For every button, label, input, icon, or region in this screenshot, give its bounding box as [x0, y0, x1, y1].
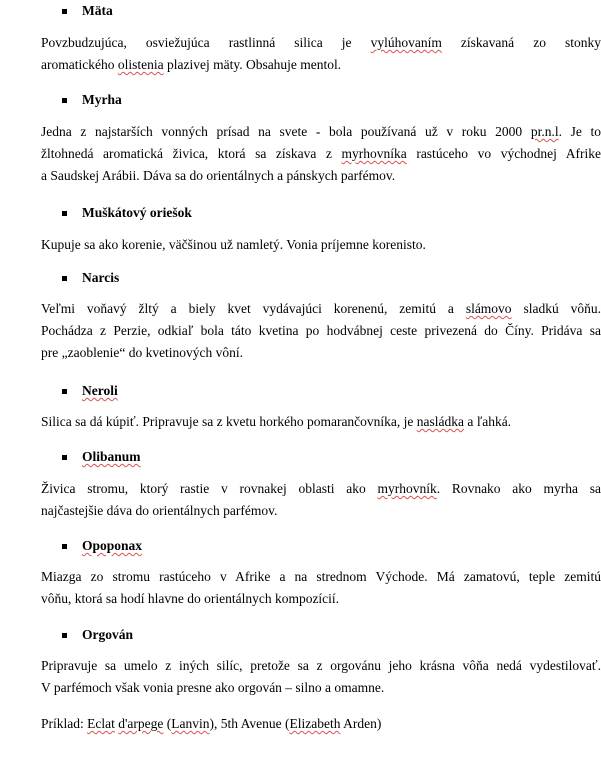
text-run: Príklad: [41, 716, 88, 731]
text-run: a Saudskej Arábii. Dáva sa do orientálnych a pánskych parfémov. [41, 168, 396, 183]
text-line [41, 32, 601, 54]
entry-heading-neroli: Neroli [62, 382, 118, 400]
bullet-icon [62, 633, 67, 638]
text-run: získavaná zo stonky [441, 35, 601, 50]
entry-heading-narcis: Narcis [62, 269, 119, 287]
bullet-icon [62, 544, 67, 549]
text-run: Povzbudzujúca, osviežujúca rastlinná silica je [41, 35, 371, 50]
text-line [41, 478, 601, 500]
bullet-icon [62, 9, 67, 14]
text-run: Živica stromu, ktorý rastie v rovnakej oblasti ako [41, 481, 378, 496]
entry-heading-muskatovy-oriesok: Muškátový oriešok [62, 204, 192, 222]
misspelled-word: slámovo [465, 301, 512, 316]
entry-text-neroli [41, 411, 601, 433]
text-run: sladkú vôňu. [511, 301, 601, 316]
text-run: Pripravuje sa umelo z iných silíc, pretože sa z orgovánu jeho krásna vôňa nedá vydestilovať. [41, 658, 601, 673]
misspelled-word: d'arpege [118, 716, 164, 731]
text-run: aromatického [41, 57, 118, 72]
text-run: Arden) [340, 716, 382, 731]
misspelled-word: Eclat [87, 716, 115, 731]
text-run: . Rovnako ako myrha sa [436, 481, 601, 496]
misspelled-word: vylúhovaním [370, 35, 442, 50]
example-line [41, 713, 601, 735]
text-run: pre „zaoblenie“ do kvetinových vôní. [41, 345, 244, 360]
text-line [41, 165, 601, 187]
bullet-icon [62, 211, 67, 216]
text-line [41, 320, 601, 342]
text-line [41, 234, 601, 256]
entry-heading-olibanum: Olibanum [62, 448, 141, 466]
text-line [41, 143, 601, 165]
text-line [41, 500, 601, 522]
misspelled-word: myrhovník [377, 481, 437, 496]
text-line [41, 655, 601, 677]
entry-text-myrha [41, 121, 601, 187]
text-run: Kupuje sa ako korenie, väčšinou už namletý. Vonia príjemne korenisto. [41, 237, 426, 252]
text-run: Jedna z najstarších vonných prísad na svete - bola používaná už v roku 2000 [41, 124, 531, 139]
text-run: Miazga zo stromu rastúceho v Afrike a na strednom Východe. Má zamatovú, teple zemitú [41, 569, 601, 584]
text-line [41, 566, 601, 588]
entry-heading-mata: Mäta [62, 2, 113, 20]
text-run: plazivej mäty. Obsahuje mentol. [163, 57, 342, 72]
text-run: a ľahká. [464, 414, 512, 429]
misspelled-word: myrhovníka [341, 146, 407, 161]
text-line [41, 677, 601, 699]
text-run: ( [163, 716, 172, 731]
text-run: V parfémoch však vonia presne ako orgován – silno a omamne. [41, 680, 385, 695]
misspelled-word: olistenia [117, 57, 164, 72]
entry-heading-myrha: Myrha [62, 91, 122, 109]
misspelled-word: Elizabeth [289, 716, 341, 731]
text-line [41, 121, 601, 143]
text-line [41, 342, 601, 364]
bullet-icon [62, 98, 67, 103]
text-line [41, 411, 601, 433]
entry-text-orgovan [41, 655, 601, 699]
text-run: . Je to [558, 124, 601, 139]
entry-text-opoponax [41, 566, 601, 610]
text-run: Silica sa dá kúpiť. Pripravuje sa z kvetu horkého pomarančovníka, je [41, 414, 417, 429]
entry-text-olibanum [41, 478, 601, 522]
entry-heading-opoponax: Opoponax [62, 537, 142, 555]
text-run: vôňu, ktorá sa hodí hlavne do orientálnych kompozícií. [41, 591, 340, 606]
bullet-icon [62, 389, 67, 394]
entry-text-muskatovy-oriesok [41, 234, 601, 256]
misspelled-word: Lanvin [171, 716, 210, 731]
text-line [41, 713, 601, 735]
text-line [41, 54, 601, 76]
text-run: ), 5th Avenue ( [209, 716, 290, 731]
entry-heading-orgovan: Orgován [62, 626, 133, 644]
text-run: najčastejšie dáva do orientálnych parfémov. [41, 503, 278, 518]
text-run: Veľmi voňavý žltý a biely kvet vydávajúci korenenú, zemitú a [41, 301, 466, 316]
misspelled-word: nasládka [416, 414, 465, 429]
entry-text-narcis [41, 298, 601, 364]
text-line [41, 298, 601, 320]
entry-text-mata [41, 32, 601, 76]
text-line [41, 588, 601, 610]
text-run: Pochádza z Perzie, odkiaľ bola táto kvetina po hodvábnej ceste privezená do Číny. Pridáva sa [41, 323, 601, 338]
text-run: žltohnedá aromatická živica, ktorá sa získava z [41, 146, 342, 161]
text-run: rastúceho vo východnej Afrike [406, 146, 601, 161]
bullet-icon [62, 455, 67, 460]
misspelled-word: pr.n.l [530, 124, 559, 139]
bullet-icon [62, 276, 67, 281]
